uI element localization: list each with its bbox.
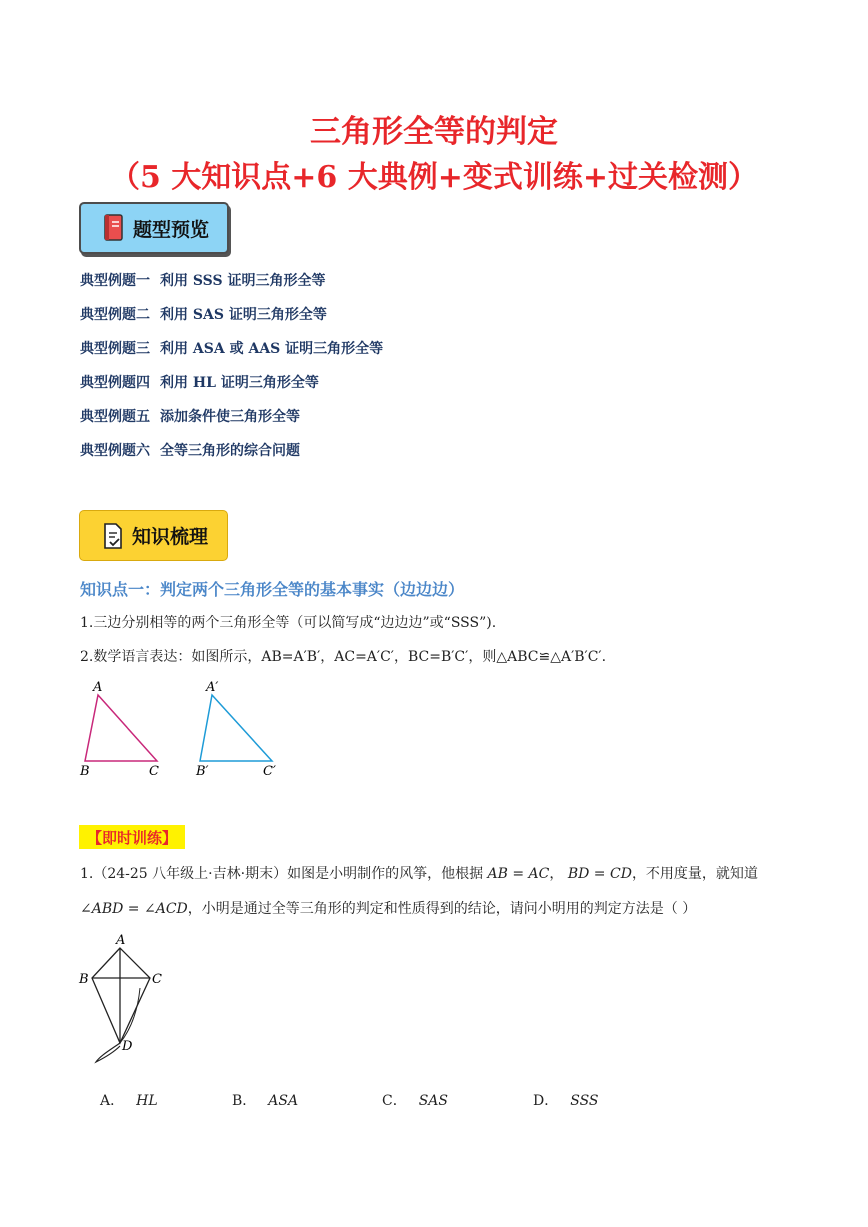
preview-badge-label: 题型预览 [133, 218, 210, 241]
option-d[interactable]: D． SSS [533, 1093, 599, 1109]
page-subtitle: （5 大知识点+6 大典例+变式训练+过关检测） [109, 160, 759, 195]
kite-label-c: C [152, 972, 162, 987]
vertex-label-a-prime: A′ [206, 680, 219, 695]
book-icon [103, 214, 125, 242]
preview-badge [79, 202, 229, 254]
vertex-label-b-prime: B′ [196, 764, 209, 779]
condition-ab-ac: AB = AC [487, 866, 550, 882]
kite-label-b: B [79, 972, 89, 987]
list-item[interactable]: 典型例题三 利用 ASA 或 AAS 证明三角形全等 [80, 341, 384, 357]
knowledge-point-title: 知识点一：判定两个三角形全等的基本事实（边边边） [80, 580, 465, 599]
condition-bd-cd: BD = CD [567, 866, 632, 882]
option-c[interactable]: C． SAS [382, 1093, 449, 1109]
question-line-2: ∠ABD = ∠ACD，小明是通过全等三角形的判定和性质得到的结论，请问小明用的判定方法是（ ） [80, 901, 697, 917]
option-a[interactable]: A． HL [100, 1093, 158, 1109]
kite-outline [92, 948, 150, 1043]
list-item[interactable]: 典型例题一 利用 SSS 证明三角形全等 [80, 273, 326, 289]
list-item[interactable]: 典型例题四 利用 HL 证明三角形全等 [80, 375, 319, 391]
list-item[interactable]: 典型例题二 利用 SAS 证明三角形全等 [80, 307, 327, 323]
kite-string [120, 988, 140, 1043]
question-line-1: 1.（24-25 八年级上·吉林·期末）如图是小明制作的风筝，他根据 AB = AC， BD = CD，不用度量，就知道 [80, 866, 758, 882]
vertex-label-a: A [93, 680, 103, 695]
kite-figure [70, 928, 180, 1073]
list-item[interactable]: 典型例题六 全等三角形的综合问题 [80, 443, 300, 459]
condition-angles: ∠ABD = ∠ACD [80, 901, 188, 917]
page-title: 三角形全等的判定 [310, 114, 558, 150]
triangle-abc [85, 695, 157, 761]
vertex-label-c: C [149, 764, 159, 779]
knowledge-badge [79, 510, 228, 561]
knowledge-paragraph-1: 1.三边分别相等的两个三角形全等（可以简写成“边边边”或“SSS”). [80, 615, 497, 631]
vertex-label-b: B [80, 764, 90, 779]
kite-label-d: D [122, 1039, 133, 1054]
vertex-label-c-prime: C′ [263, 764, 276, 779]
congruent-triangles-figure [70, 675, 300, 785]
kite-tail [96, 1043, 120, 1062]
kite-label-a: A [116, 933, 126, 948]
knowledge-paragraph-2: 2.数学语言表达：如图所示，AB=A′B′，AC=A′C′，BC=B′C′，则△ABC≌△A′B′C′. [80, 649, 607, 665]
checklist-icon [102, 522, 124, 550]
drill-label: 【即时训练】 [79, 825, 185, 849]
list-item[interactable]: 典型例题五 添加条件使三角形全等 [80, 409, 300, 425]
option-b[interactable]: B． ASA [232, 1093, 299, 1109]
knowledge-badge-label: 知识梳理 [132, 526, 209, 548]
triangle-a-prime-b-prime-c-prime [200, 695, 272, 761]
